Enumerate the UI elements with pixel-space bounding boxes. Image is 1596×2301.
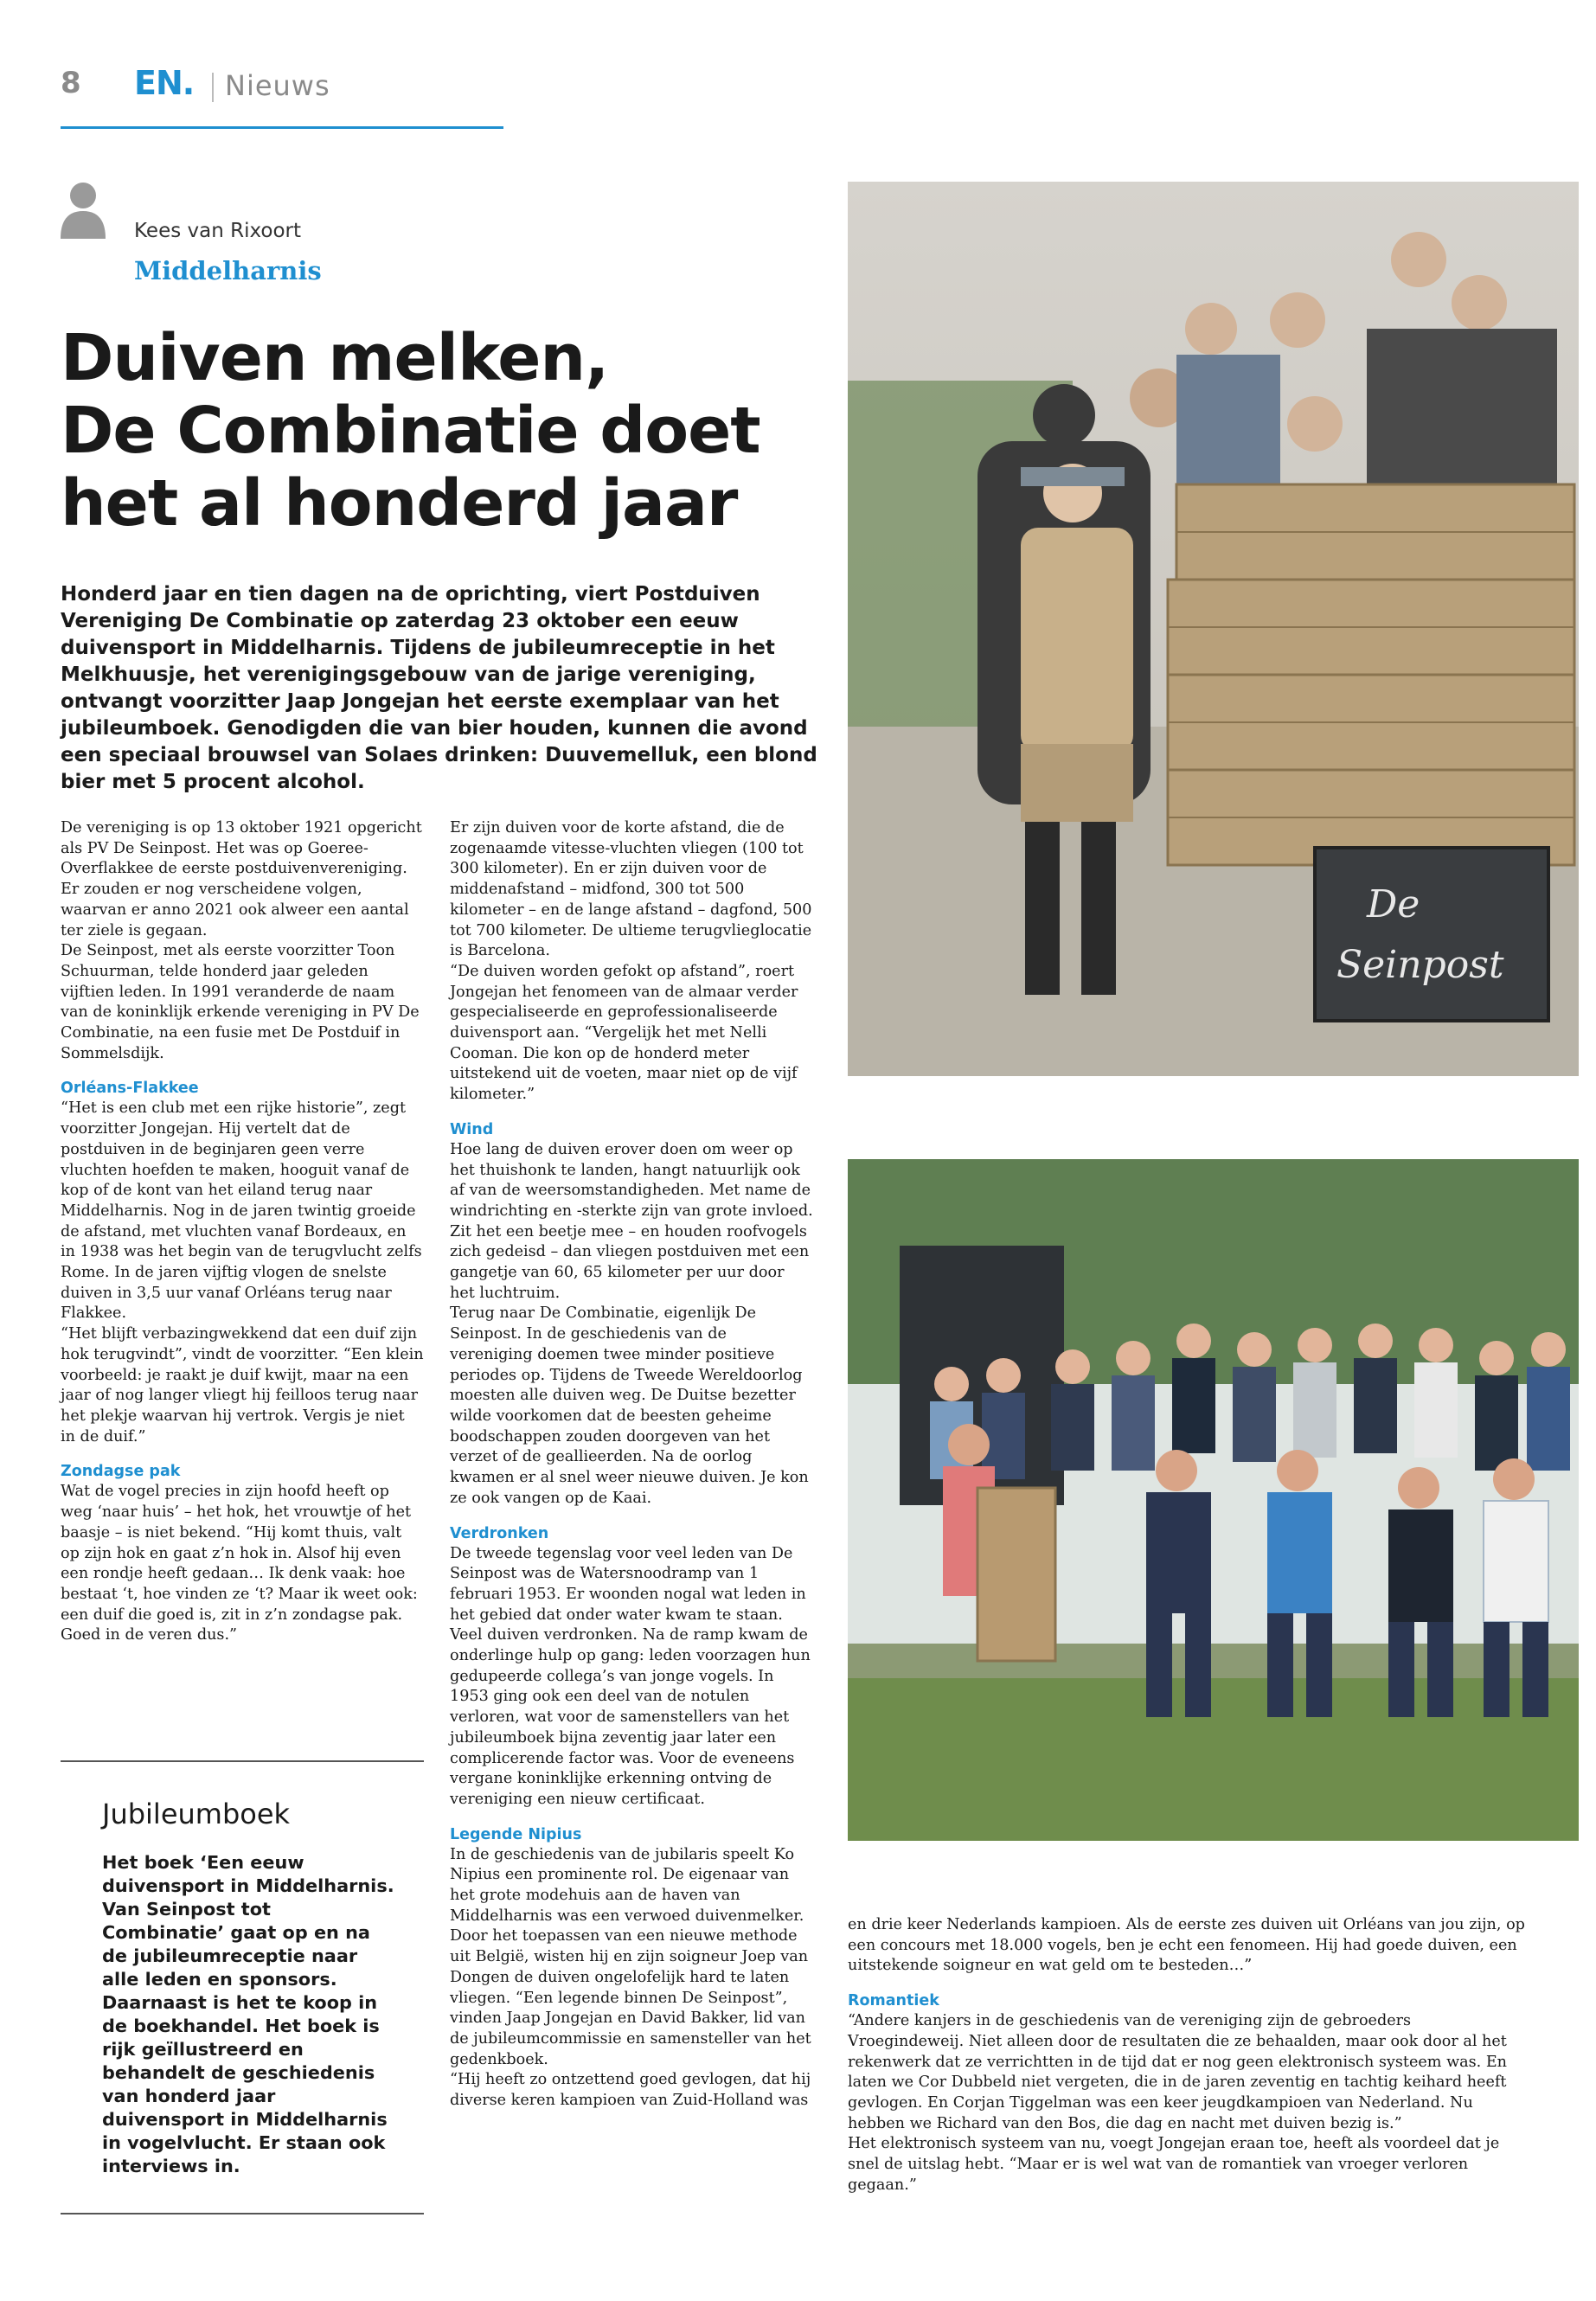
- dateline-location: Middelharnis: [134, 256, 322, 285]
- body-paragraph: In de geschiedenis van de jubilaris speelt Ko Nipius een prominente rol. De eigenaar van het grote modehuis aan de haven van Middelharnis was een verwoed duivenmelker. Door het toepassen van een nieuwe methode uit België, wisten hij en zijn soigneur Joep van Dongen de duiven ongelofelijk hard te laten vliegen. “Een legende binnen De Seinpost”, vinden Jaap Jongejan en David Bakker, lid van de jubileumcommissie en samensteller van het gedenkboek.: [450, 1845, 811, 2068]
- headline: [61, 322, 839, 540]
- body-paragraph: “Het blijft verbazingwekkend dat een duif zijn hok terugvindt”, vindt de voorzitter. “Een klein voorbeeld: je raakt je duif kwijt, maar na een jaar of nog langer vliegt hij feilloos terug naar het plekje waarvan hij vertrok. Vergis je niet in de duif.”: [61, 1325, 424, 1445]
- subheading: Zondagse pak: [61, 1463, 181, 1481]
- body-paragraph: De Seinpost, met als eerste voorzitter Toon Schuurman, telde honderd jaar geleden vijftien leden. In 1991 veranderde de naam van de koninklijk erkende vereniging in PV De Combinatie, na een fusie met De Postduif in Sommelsdijk.: [61, 942, 420, 1062]
- body-paragraph: “De duiven worden gefokt op afstand”, roert Jongejan het fenomeen van de almaar verder gespecialiseerde en geprofessionaliseerde duivensport aan. “Vergelijk het met Nelli Cooman. Die kon op de honderd meter uitstekend uit de voeten, maar niet op de vijf kilometer.”: [450, 962, 798, 1104]
- author-avatar-icon: [59, 180, 107, 239]
- sign-text-line-1: De: [1367, 882, 1420, 926]
- body-paragraph: en drie keer Nederlands kampioen. Als de eerste zes duiven uit Orléans van jou zijn, op een concours met 18.000 vogels, ben je echt een fenomeen. Hij had goede duiven, een uitstekende soigneur en wat geld om te besteden…”: [848, 1916, 1525, 1975]
- subheading: Wind: [450, 1120, 494, 1138]
- subheading: Romantiek: [848, 1992, 939, 2010]
- page-number: 8: [61, 66, 81, 100]
- body-paragraph: “Het is een club met een rijke historie”, zegt voorzitter Jongejan. Hij vertelt dat de postduiven in de beginjaren geen verre vluchten hoefden te maken, hooguit vanaf de kop of de kont van het eiland terug naar Middelharnis. Nog in de jaren twintig groeide de afstand, met vluchten vanaf Bordeaux, en in 1938 was het begin van de terugvlucht zelfs Rome. In de jaren vijftig vlogen de snelste duiven in 3,5 uur vanaf Orléans terug naar Flakkee.: [61, 1099, 422, 1323]
- newspaper-logo: EN.: [134, 64, 195, 102]
- group-photo-illustration: [848, 1159, 1579, 1841]
- article-column-3: [848, 1915, 1531, 2195]
- headline-line-2: De Combinatie doet: [61, 394, 760, 468]
- headline-line-1: Duiven melken,: [61, 321, 609, 395]
- intro-paragraph: Honderd jaar en tien dagen na de oprichting, viert Postduiven Vereniging De Combinatie op zaterdag 23 oktober een eeuw duivensport in Middelharnis. Tijdens de jubileumreceptie in het Melkhuusje, het verenigingsgebouw van de jarige vereniging, ontvangt voorzitter Jaap Jongejan het eerste exemplaar van het jubileumboek. Genodigden die van bier houden, kunnen die avond een speciaal brouwsel van Solaes drinken: Duuvemelluk, een blond bier met 5 procent alcohol.: [61, 583, 817, 793]
- header-rule: [61, 126, 503, 129]
- box-top-rule: [61, 1760, 424, 1762]
- subheading: Verdronken: [450, 1524, 549, 1542]
- author-name: Kees van Rixoort: [134, 220, 302, 242]
- subheading: Legende Nipius: [450, 1825, 582, 1843]
- box-text: Het boek ‘Een eeuw duivensport in Middelharnis. Van Seinpost tot Combinatie’ gaat op en na de jubileumreceptie naar alle leden en sponsors. Daarnaast is het te koop in de boekhandel. Het boek is rijk geïllustreerd en behandelt de geschiedenis van honderd jaar duivensport in Middelharnis in vogelvlucht. Er staan ook interviews in.: [102, 1852, 394, 2176]
- article-column-1: [61, 818, 424, 1646]
- historic-photo-illustration: [848, 182, 1579, 1076]
- section-label: Nieuws: [225, 69, 330, 102]
- body-paragraph: De vereniging is op 13 oktober 1921 opgericht als PV De Seinpost. Het was op Goeree-Overflakkee de eerste postduivenvereniging. Er zouden er nog verscheidene volgen, waarvan er anno 2021 ook alweer een aantal ter ziele is gegaan.: [61, 819, 422, 939]
- headline-line-3: het al honderd jaar: [61, 466, 738, 541]
- body-paragraph: Er zijn duiven voor de korte afstand, die de zogenaamde vitesse-vluchten vliegen (100 tot 300 kilometer). En er zijn duiven voor de middenafstand – midfond, 300 tot 500 kilometer – en de lange afstand – dagfond, 500 tot 700 kilometer. De ultieme terugvlieglocatie is Barcelona.: [450, 819, 812, 960]
- subheading: Orléans-Flakkee: [61, 1080, 199, 1098]
- box-bottom-rule: [61, 2213, 424, 2214]
- body-paragraph: “Andere kanjers in de geschiedenis van de vereniging zijn de gebroeders Vroegindeweij. Niet alleen door de resultaten die ze behaalden, maar ook door al het rekenwerk dat ze verrichtten in de tijd dat er nog geen elektronisch systeem was. En laten we Cor Dubbeld niet vergeten, die in de jaren zeventig en tachtig keihard heeft gevlogen. En Corjan Tiggelman was een keer jeugdkampioen van Nederland. Nu hebben we Richard van den Bos, die dag en nacht met duiven bezig is.”: [848, 2012, 1508, 2132]
- body-paragraph: Het elektronisch systeem van nu, voegt Jongejan eraan toe, heeft als voordeel dat je snel de uitslag hebt. “Maar er is wel wat van de romantiek van vroeger verloren gegaan.”: [848, 2135, 1500, 2194]
- body-paragraph: “Hij heeft zo ontzettend goed gevlogen, dat hij diverse keren kampioen van Zuid-Holland was: [450, 2071, 811, 2110]
- body-paragraph: Terug naar De Combinatie, eigenlijk De Seinpost. In de geschiedenis van de vereniging doemen twee minder positieve periodes op. Tijdens de Tweede Wereldoorlog moesten alle duiven weg. De Duitse bezetter wilde voorkomen dat de beesten geheime boodschappen zouden doorgeven van het verzet of de geallieerden. Na de oorlog kwamen er al snel weer nieuwe duiven. Je kon ze ook vangen op de Kaai.: [450, 1304, 809, 1507]
- body-paragraph: De tweede tegenslag voor veel leden van De Seinpost was de Watersnoodramp van 1 februari 1953. Er woonden nogal wat leden in het gebied dat onder water kwam te staan. Veel duiven verdronken. Na de ramp kwam de onderlinge hulp op gang: leden voorzagen hun gedupeerde collega’s van jonge vogels. In 1953 ging ook een deel van de notulen verloren, wat voor de samenstellers van het jubileumboek bijna zeventig jaar later een complicerende factor was. Voor de eveneens vergane koninklijke erkenning ontving de vereniging een nieuw certificaat.: [450, 1544, 811, 1808]
- sign-text-line-2: Seinpost: [1336, 943, 1504, 987]
- box-title: Jubileumboek: [102, 1798, 291, 1830]
- body-paragraph: Wat de vogel precies in zijn hoofd heeft op weg ‘naar huis’ – het hok, het vrouwtje of het baasje – is niet bekend. “Hij komt thuis, valt op zijn hok en gaat z’n hok in. Alsof hij even een rondje heeft gedaan… Ik denk vaak: hoe bestaat ‘t, hoe vinden ze ‘t? Maar ik weet ook: een duif die goed is, zit in z’n zondagse pak. Goed in de veren dus.”: [61, 1483, 418, 1644]
- article-column-2: [450, 818, 813, 2112]
- body-paragraph: Hoe lang de duiven erover doen om weer op het thuishonk te landen, hangt natuurlijk ook af van de weersomstandigheden. Met name de windrichting en -sterkte zijn van grote invloed. Zit het een beetje mee – en houden roofvogels zich gedeisd – dan vliegen postduiven met een gangetje van 60, 65 kilometer per uur door het luchtruim.: [450, 1140, 813, 1302]
- historic-club-photo: [848, 182, 1579, 1076]
- modern-group-photo: [848, 1159, 1579, 1841]
- header-separator: [212, 73, 214, 102]
